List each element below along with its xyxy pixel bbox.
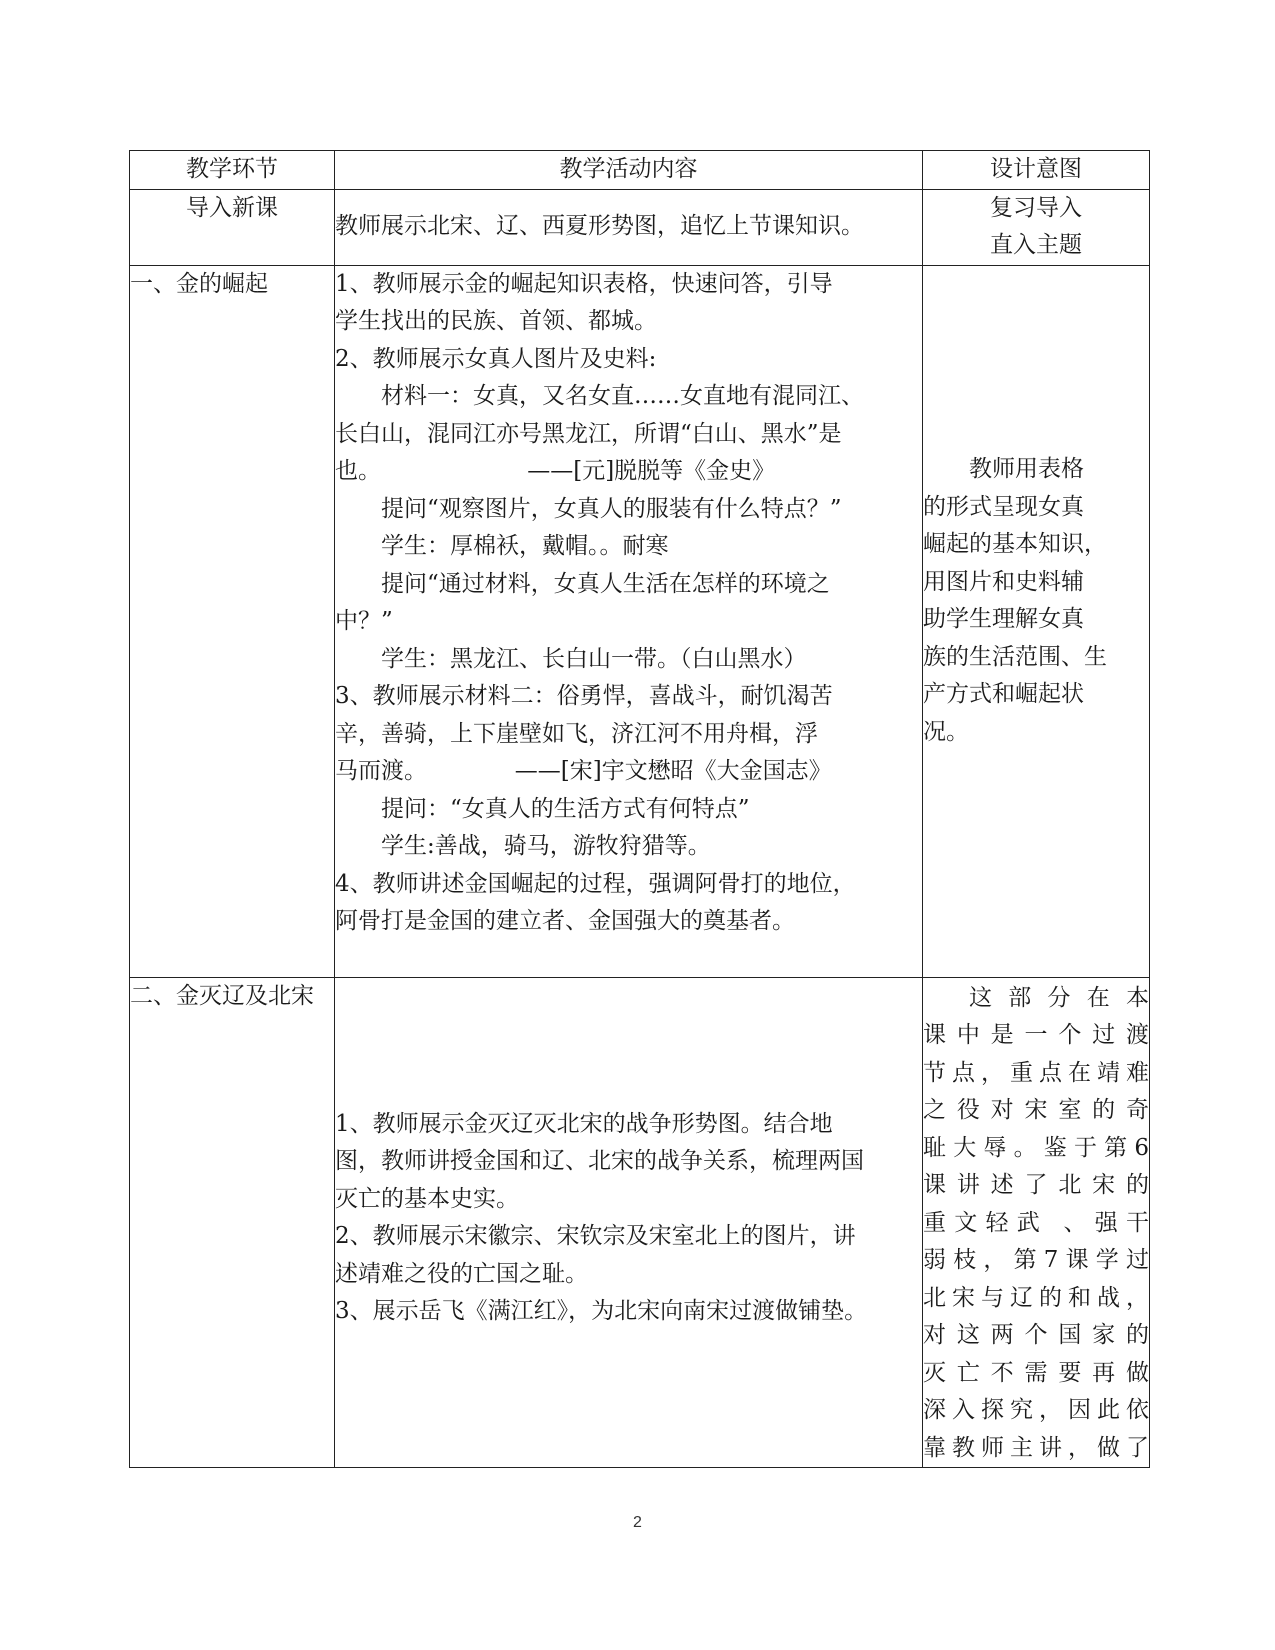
content-line: 教师展示北宋、辽、西夏形势图，追忆上节课知识。 (335, 213, 864, 240)
content-line: 学生：厚棉袄，戴帽。。耐寒 (381, 533, 669, 559)
content-cell (335, 265, 923, 977)
stage-cell: 二、金灭辽及北宋 (130, 977, 335, 1468)
intent-line: 重文轻武 、强干 (923, 1209, 1149, 1236)
intent-line: 靠教师主讲，做了 (923, 1434, 1149, 1461)
intent-line: 对这两个国家的 (923, 1322, 1149, 1348)
intent-line: 课中是一个过渡 (923, 1022, 1149, 1048)
content-line: 灭亡的基本史实。 (335, 1185, 519, 1212)
table-header-row (130, 151, 1150, 190)
content-line: 学生：黑龙江、长白山一带。（白山黑水） (381, 645, 807, 672)
content-line: 长白山，混同江亦号黑龙江，所谓“白山、黑水”是 (335, 420, 842, 447)
content-line: 2、教师展示宋徽宗、宋钦宗及宋室北上的图片，讲 (335, 1223, 856, 1250)
content-line: 马而渡。 ——[宋]宇文懋昭《大金国志》 (335, 758, 832, 784)
intent-line: 产方式和崛起状 (923, 681, 1084, 707)
intent-line: 深入探究，因此依 (923, 1397, 1149, 1423)
content-line: 1、教师展示金的崛起知识表格，快速问答，引导 (335, 270, 833, 297)
intent-line: 耻大辱。鉴于第6 (923, 1134, 1149, 1161)
content-line: 阿骨打是金国的建立者、金国强大的奠基者。 (335, 908, 795, 934)
content-line: 提问“观察图片，女真人的服装有什么特点？” (381, 495, 842, 522)
intent-line: 复习导入 (990, 194, 1082, 221)
stage-cell: 一、金的崛起 (130, 265, 335, 977)
intent-line: 崛起的基本知识， (923, 531, 1107, 557)
content-line: 学生:善战，骑马，游牧狩猎等。 (381, 833, 711, 859)
intent-line: 况。 (923, 718, 969, 745)
intent-cell (923, 189, 1150, 265)
content-line: 图，教师讲授金国和辽、北宋的战争关系，梳理两国 (335, 1148, 864, 1175)
content-line: 述靖难之役的亡国之耻。 (335, 1260, 588, 1287)
content-line: 提问“通过材料，女真人生活在怎样的环境之 (381, 570, 830, 597)
header-stage: 教学环节 (130, 151, 335, 190)
content-line: 3、教师展示材料二：俗勇悍，喜战斗，耐饥渴苦 (335, 683, 833, 709)
table-row (130, 189, 1150, 265)
content-line: 中？” (335, 608, 393, 634)
page-number: 2 (633, 1514, 642, 1531)
content-line: 学生找出的民族、首领、都城。 (335, 308, 657, 334)
content-line: 3、展示岳飞《满江红》，为北宋向南宋过渡做铺垫。 (335, 1298, 868, 1325)
intent-line: 直入主题 (990, 232, 1082, 258)
header-content: 教学活动内容 (335, 151, 923, 190)
intent-line: 这部分在本 (969, 984, 1149, 1011)
intent-line: 族的生活范围、生 (923, 643, 1107, 670)
content-line: 也。 ——[元]脱脱等《金史》 (335, 458, 776, 484)
content-cell (335, 189, 923, 265)
table-row (130, 265, 1150, 977)
intent-line: 节点，重点在靖难 (923, 1059, 1149, 1086)
intent-line: 用图片和史料辅 (923, 568, 1084, 595)
header-intent: 设计意图 (923, 151, 1150, 190)
intent-line: 助学生理解女真 (923, 606, 1084, 632)
intent-line: 课讲述了北宋的 (923, 1172, 1149, 1198)
intent-line: 之役对宋室的奇 (923, 1097, 1149, 1123)
content-line: 4、教师讲述金国崛起的过程，强调阿骨打的地位， (335, 870, 856, 897)
content-line: 材料一：女真，又名女直……女直地有混同江、 (381, 383, 864, 409)
intent-line: 的形式呈现女真 (923, 493, 1084, 520)
intent-cell (923, 265, 1150, 977)
content-line: 2、教师展示女真人图片及史料: (335, 345, 657, 372)
lesson-plan-table (129, 150, 1150, 1468)
intent-line: 教师用表格 (969, 456, 1084, 482)
intent-cell (923, 977, 1150, 1468)
intent-line: 北宋与辽的和战， (923, 1284, 1149, 1311)
content-line: 辛，善骑，上下崖壁如飞，济江河不用舟楫，浮 (335, 720, 818, 747)
intent-line: 灭亡不需要再做 (923, 1359, 1149, 1386)
content-line: 提问：“女真人的生活方式有何特点” (381, 795, 750, 822)
stage-cell: 导入新课 (130, 189, 335, 265)
table-row (130, 977, 1150, 1468)
content-line: 1、教师展示金灭辽灭北宋的战争形势图。结合地 (335, 1110, 833, 1137)
content-cell (335, 977, 923, 1468)
intent-line: 弱枝，第7课学过 (923, 1247, 1149, 1273)
